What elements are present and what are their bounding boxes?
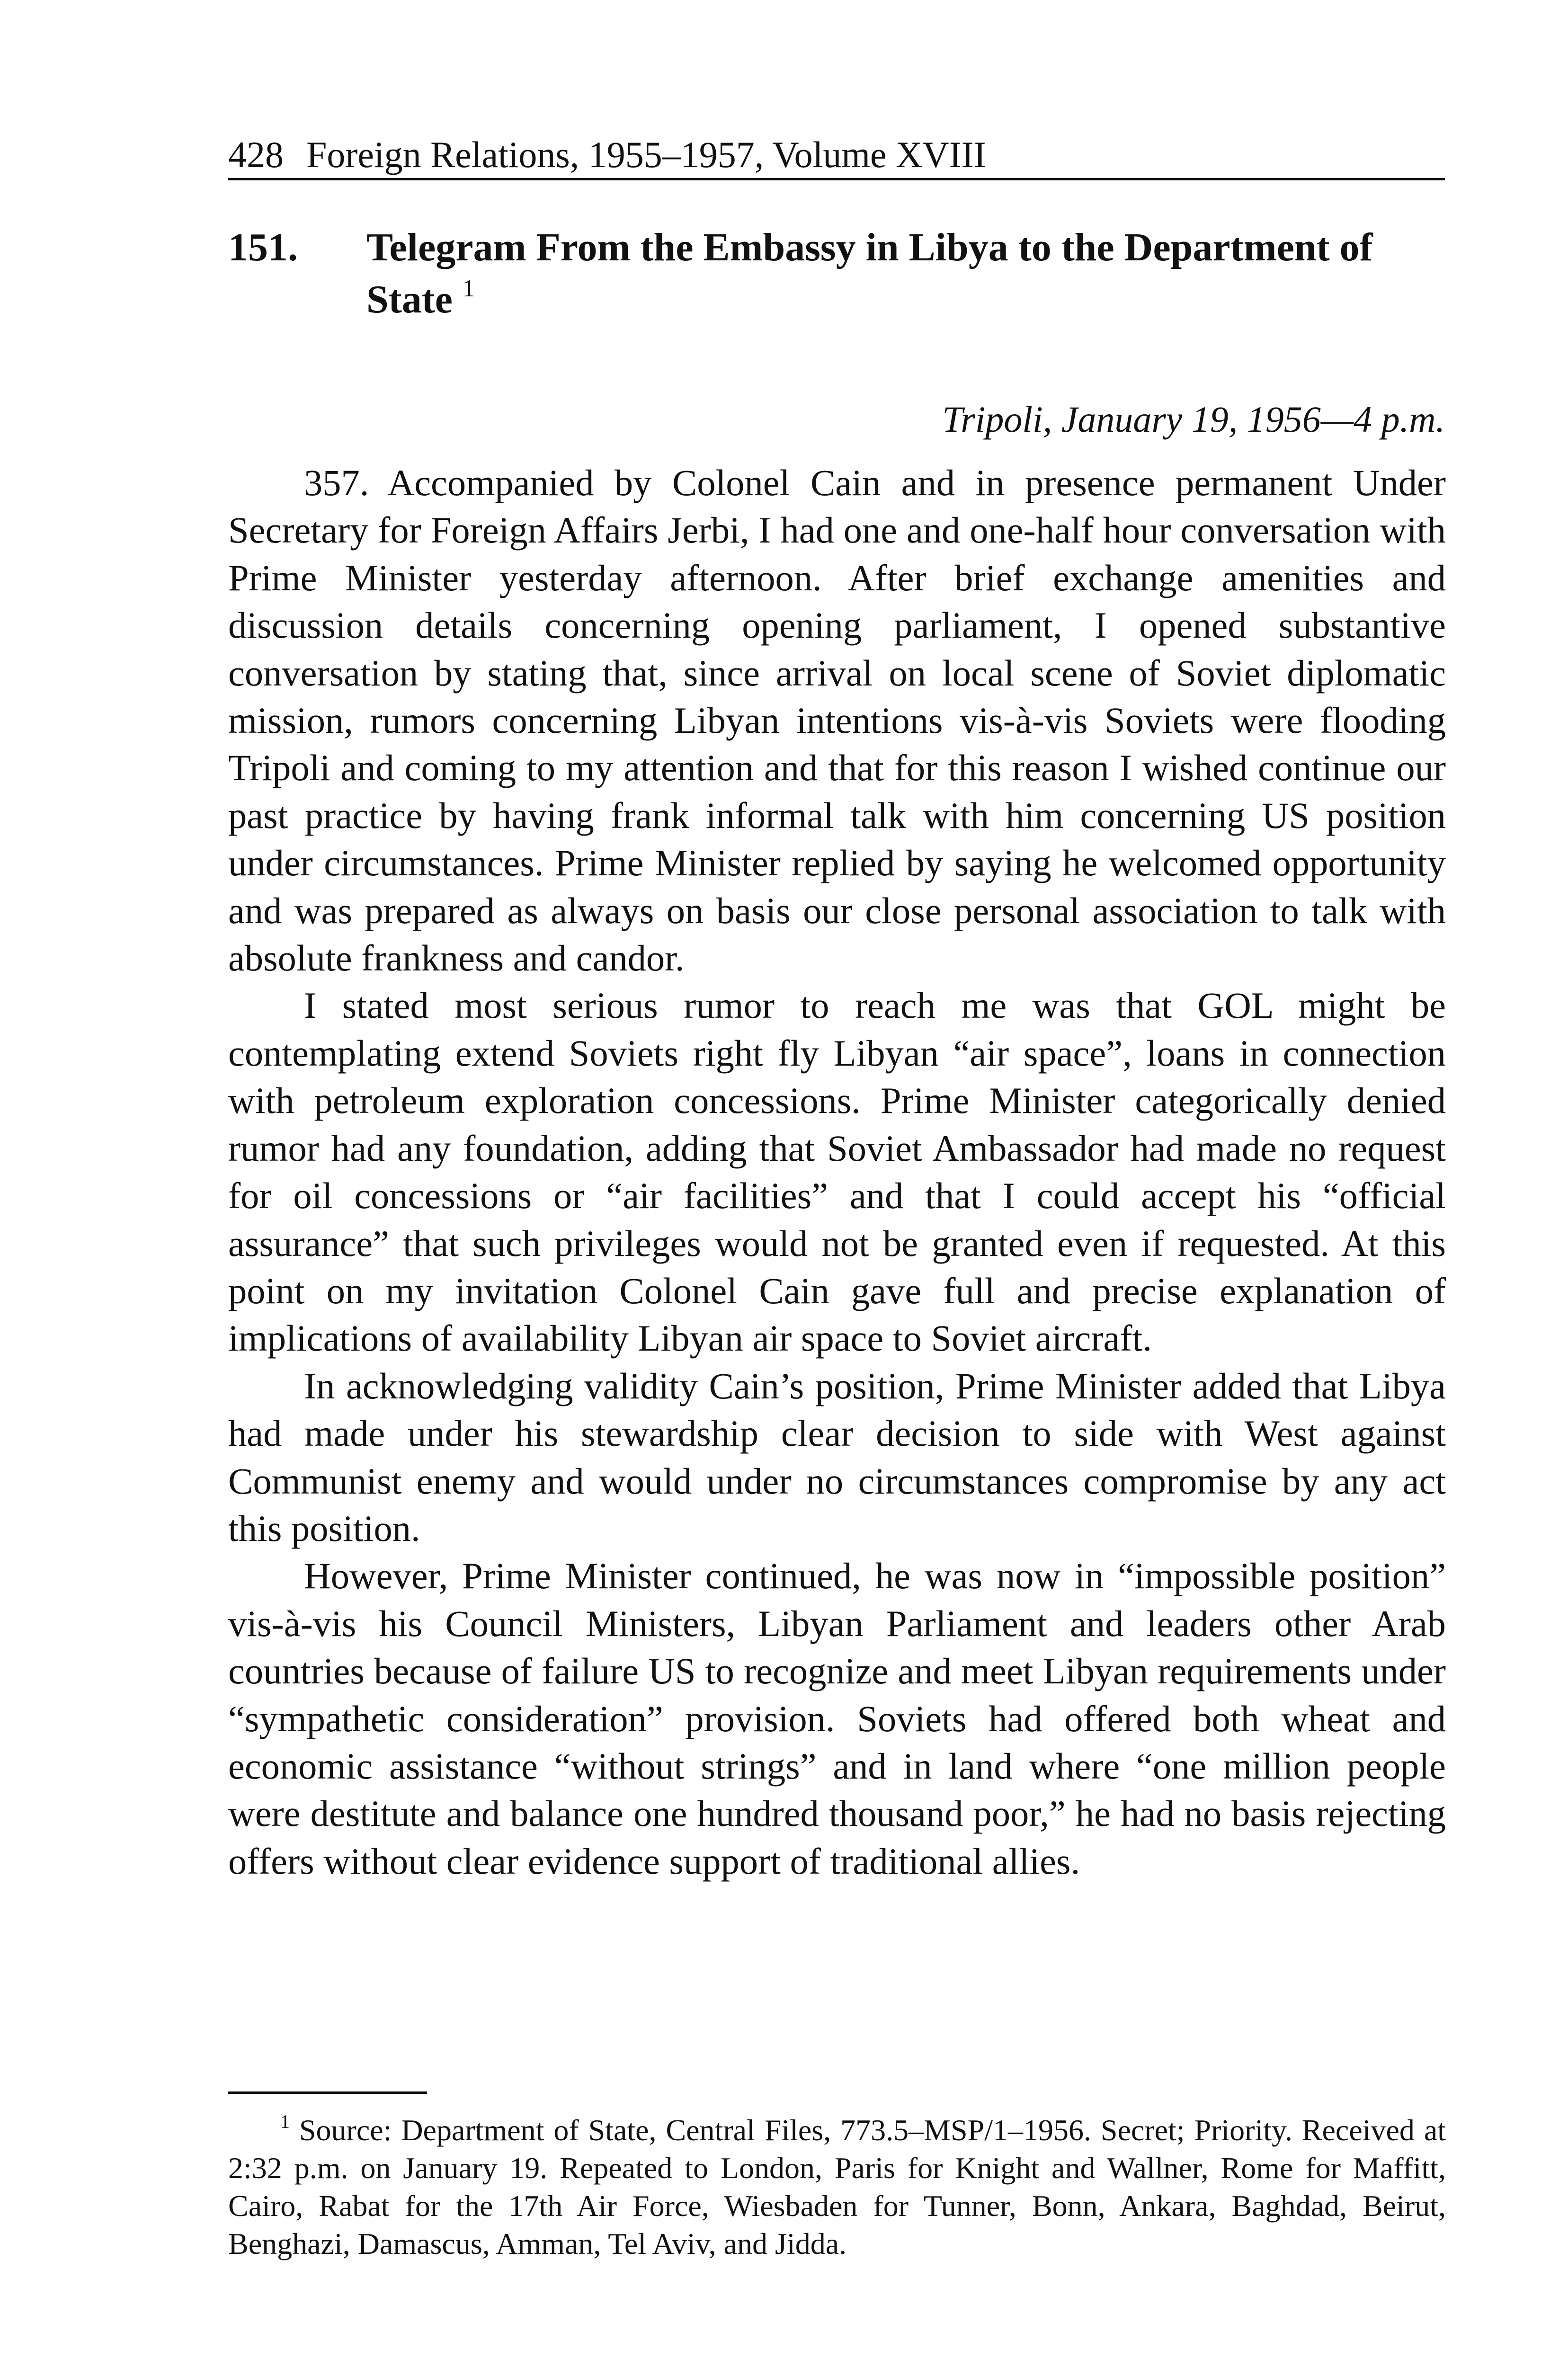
paragraph: However, Prime Minister continued, he was now in “impossible position” vis-à-vis his Council Ministers, Libyan Parliament and leaders other Arab countries because of failure US to recognize and meet Libyan requirements under “sympathetic consideration” provision. Soviets had offered both wheat and economic assistance “without strings” and in land where “one million people were destitute and balance one hundred thousand poor,” he had no basis rejecting offers without clear evidence support of traditional allies. <box>228 1555 1446 1882</box>
document-header <box>228 222 1459 326</box>
document-title-text: Telegram From the Embassy in Libya to the Department of State <box>366 225 1373 321</box>
footnote-reference: 1 <box>462 275 475 302</box>
running-head <box>228 136 1445 180</box>
footnote <box>228 2111 1446 2263</box>
footnote-divider <box>228 2091 427 2094</box>
document-title <box>366 222 1459 326</box>
telegram-body <box>228 459 1446 1885</box>
document-number: 151. <box>228 225 298 269</box>
footnote-marker: 1 <box>280 2111 290 2132</box>
dateline: Tripoli, January 19, 1956—4 p.m. <box>942 399 1445 440</box>
paragraph: 357. Accompanied by Colonel Cain and in presence permanent Under Secretary for Foreign Affairs Jerbi, I had one and one-half hour conversation with Prime Minister yesterday afternoon. After brief exchange amenities and discussion details concerning opening parliament, I opened substantive conversation by stating that, since arrival on local scene of Soviet diplomatic mission, rumors concerning Libyan intentions vis-à-vis Soviets were flooding Tripoli and coming to my attention and that for this reason I wished continue our past practice by having frank informal talk with him concerning US position under circumstances. Prime Minister replied by saying he welcomed opportunity and was prepared as always on basis our close personal association to talk with absolute frankness and candor. <box>228 462 1446 979</box>
footnote-text: Source: Department of State, Central Files, 773.5–MSP/1–1956. Secret; Priority. Received at 2:32 p.m. on January 19. Repeated to London, Paris for Knight and Wallner, Rome for Maffitt, Cairo, Rabat for the 17th Air Force, Wiesbaden for Tunner, Bonn, Ankara, Baghdad, Beirut, Benghazi, Damascus, Amman, Tel Aviv, and Jidda. <box>228 2113 1446 2260</box>
page-number: 428 <box>228 134 284 175</box>
paragraph: I stated most serious rumor to reach me was that GOL might be contemplating extend Soviets right fly Libyan “air space”, loans in connection with petroleum exploration concessions. Prime Minister categorically denied rumor had any foundation, adding that Soviet Ambassador had made no request for oil concessions or “air facilities” and that I could accept his “official assurance” that such privileges would not be granted even if requested. At this point on my invitation Colonel Cain gave full and precise explanation of implications of availability Libyan air space to Soviet aircraft. <box>228 985 1446 1359</box>
paragraph: In acknowledging validity Cain’s position, Prime Minister added that Libya had made under his stewardship clear decision to side with West against Communist enemy and would under no circumstances compromise by any act this position. <box>228 1365 1446 1549</box>
publication-title: Foreign Relations, 1955–1957, Volume XVIII <box>306 134 986 175</box>
